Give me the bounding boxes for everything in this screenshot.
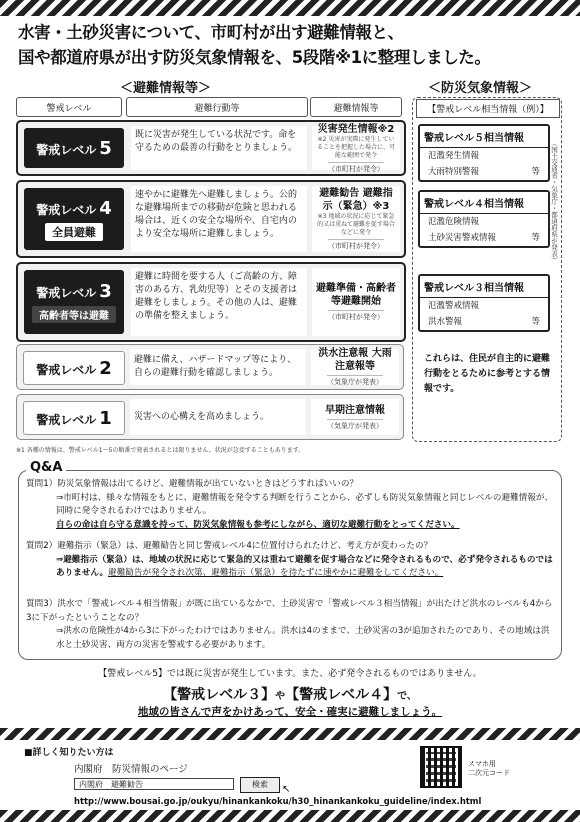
level-3-info-source: （市町村が発令）: [328, 310, 384, 322]
weather-level-4-etc: 等: [531, 233, 540, 243]
footer-stripe-border: [0, 728, 580, 740]
level-5-prefix: 警戒レベル: [36, 142, 97, 157]
level-1-info-source: （気象庁が発表）: [327, 419, 383, 431]
level-4-info-note: ※3 地域の状況に応じて緊急的又は重ねて避難を促す場合などに発令: [317, 213, 395, 236]
level-5-info-source: （市町村が発令）: [328, 162, 384, 174]
call-to-action-big: [0, 684, 580, 704]
level-2-info-title: 洪水注意報 大雨注意報等: [318, 348, 392, 372]
level-3-prefix: 警戒レベル: [36, 286, 97, 300]
level-3-number: 3: [99, 281, 112, 302]
level-2-prefix: 警戒レベル: [36, 362, 97, 377]
level-1-number: 1: [99, 407, 112, 429]
weather-panel-header: 【警戒レベル相当情報（例）】: [416, 99, 560, 118]
level-2-action: 避難に備え、ハザードマップ等により、自らの避難行動を確認しましょう。: [130, 349, 306, 385]
cta-end: で、: [397, 691, 417, 702]
level-3-action: 避難に時間を要する人（ご高齢の方、障害のある方、乳幼児等）とその支援者は避難をしましょう。その他の人は、避難の準備を整えましょう。: [131, 268, 307, 336]
level-4-number: 4: [99, 197, 112, 219]
page-headline: [18, 20, 568, 70]
footer-more-info-label: ■詳しく知りたい方は: [24, 748, 114, 758]
qa-answer-2-emphasis: 避難勧告が発令され次第、避難指示（緊急）を待たずに速やかに避難をしてください。: [108, 568, 444, 578]
level-4-info: [312, 186, 400, 252]
weather-level-4-box: [418, 190, 550, 248]
cta-level-3: 【警戒レベル３】: [163, 687, 276, 703]
weather-level-3-item-1: 氾濫警戒情報: [428, 301, 480, 311]
level-3-badge: [24, 270, 124, 334]
level-2-row: [16, 344, 404, 390]
qa-title: Q&A: [26, 460, 66, 475]
qa-item-2: [26, 540, 556, 581]
level-4-info-source: （市町村が発令）: [328, 239, 384, 251]
qa-answer-1: ⇒市町村は、様々な情報をもとに、避難情報を発令する判断を行うことから、必ずしも防災気象情報と同じレベルの避難情報が、同時に発令されるわけではありません。: [56, 492, 554, 516]
footer-search-button: 検索: [240, 777, 280, 793]
level-5-message: 【警戒レベル5】では既に災害が発生しています。また、必ず発令されるものではありません。: [98, 669, 482, 679]
weather-level-5-item-1: 氾濫発生情報: [428, 151, 480, 161]
level-5-row: [16, 120, 406, 176]
cursor-pointer-icon: ↖: [282, 784, 291, 795]
cta-connector: や: [275, 691, 286, 702]
level-1-prefix: 警戒レベル: [36, 412, 97, 427]
header-info: 避難情報等: [310, 97, 402, 117]
weather-level-3-title: 警戒レベル３相当情報: [420, 276, 548, 298]
level-1-action: 災害への心構えを高めましょう。: [130, 399, 306, 435]
level-4-sub-label: 全員避難: [45, 223, 103, 241]
level-2-info: [311, 349, 399, 385]
cta-level-4: 【警戒レベル４】: [285, 687, 398, 703]
level-3-row: [16, 262, 406, 342]
weather-level-3-box: [418, 274, 550, 332]
level-3-info: [312, 268, 400, 336]
level-3-sub-label: 高齢者等は避難: [32, 306, 116, 323]
qa-question-2: 質問2）避難指示（緊急）は、避難勧告と同じ警戒レベル4に位置付けられたけど、考え方が変わったの？: [26, 541, 433, 551]
qa-question-1: 質問1）防災気象情報は出てるけど、避難情報が出ていないときはどうすればいいの？: [26, 479, 359, 489]
level-1-badge: [23, 401, 125, 435]
weather-level-4-item-1: 氾濫危険情報: [428, 217, 480, 227]
qa-answer-2: ⇒避難指示（緊急）は、地域の状況に応じて緊急的又は重ねて避難を促す場合などに発令されるもので、必ず発令されるものではありません。: [56, 554, 553, 578]
qr-code-icon: [420, 746, 462, 788]
level-2-number: 2: [99, 357, 112, 379]
level-2-badge: [23, 351, 125, 385]
qa-question-3: 質問3）洪水で「警戒レベル４相当情報」が既に出ているなかで、土砂災害で「警戒レベル３相当情報」が出たけど洪水のレベルも4から3に下がったということなの？: [26, 599, 553, 623]
qa-answer-1-emphasis: 自らの命は自ら守る意識を持って、防災気象情報も参考にしながら、適切な避難行動をとってください。: [56, 519, 460, 530]
qr-label-line-1: スマホ用: [468, 760, 496, 768]
level-4-prefix: 警戒レベル: [36, 202, 97, 217]
weather-level-4-item-2: 土砂災害警戒情報: [428, 233, 497, 243]
level-1-info: [311, 399, 399, 435]
qr-label-line-2: 二次元コード: [468, 769, 510, 777]
footer-url: http://www.bousai.go.jp/oukyu/hinankankoku/h30_hinankankoku_guideline/index.html: [74, 796, 482, 806]
evac-section-title: ＜避難情報等＞: [120, 81, 212, 96]
qa-item-3: [26, 598, 556, 652]
level-5-action: 既に災害が発生している状況です。命を守るための最善の行動をとりましょう。: [131, 126, 307, 170]
weather-section-title: ＜防災気象情報＞: [428, 81, 533, 96]
level-4-info-title: 避難勧告 避難指示（緊急）※3: [319, 188, 393, 212]
weather-level-4-title: 警戒レベル４相当情報: [420, 192, 548, 214]
level-5-info-title: 災害発生情報※2: [317, 123, 395, 135]
level-5-badge: [24, 128, 124, 168]
qa-item-1: [26, 478, 556, 532]
weather-reference-note: これらは、住民が自主的に避難行動をとるために参考とする情報です。: [424, 354, 551, 394]
level-1-row: [16, 394, 404, 440]
bottom-stripe-border: [0, 810, 580, 822]
qa-answer-3: ⇒洪水の危険性が4から3に下がったわけではありません。洪水は4のままで、土砂災害の3が追加されたのであり、その地域は洪水と土砂災害、両方の災害を警戒する必要があります。: [56, 626, 550, 650]
header-level: 警戒レベル: [16, 97, 122, 117]
level-4-badge: [24, 188, 124, 250]
weather-level-3-item-2: 洪水警報: [428, 317, 463, 327]
qr-code-label: [468, 760, 510, 778]
level-4-row: [16, 180, 406, 258]
level-3-info-title: 避難準備・高齢者等避難開始: [316, 283, 396, 307]
headline-line-2: 国や都道府県が出す防災気象情報を、5段階※1に整理しました。: [18, 48, 491, 67]
top-stripe-border: [0, 0, 580, 16]
level-5-number: 5: [99, 137, 112, 159]
weather-level-3-etc: 等: [531, 317, 540, 327]
level-1-info-title: 早期注意情報: [325, 404, 385, 416]
level-4-action: 速やかに避難先へ避難しましょう。公的な避難場所までの移動が危険と思われる場合は、近くの安全な場所や、自宅内のより安全な場所に避難しましょう。: [131, 186, 307, 252]
level-2-info-source: （気象庁が発表）: [327, 375, 383, 387]
footer-search-field: 内閣府 避難勧告: [74, 778, 234, 790]
weather-level-5-etc: 等: [531, 167, 540, 177]
weather-level-5-item-2: 大雨特別警報: [428, 167, 480, 177]
call-to-action-line: 地域の皆さんで声をかけあって、安全・確実に避難しましょう。: [137, 706, 443, 718]
footnote: ※1 各種の情報は、警戒レベル1～5の順番で発表されるとは限りません。状況が急変することもあります。: [16, 447, 305, 454]
level-5-info: [312, 123, 400, 173]
footer-org-name: 内閣府 防災情報のページ: [74, 764, 188, 775]
weather-level-5-title: 警戒レベル５相当情報: [420, 126, 548, 148]
headline-line-1: 水害・土砂災害について、市町村が出す避難情報と、: [18, 23, 404, 42]
level-5-info-note: ※2 災害が実際に発生していることを把握した場合に、可能な範囲で発令: [316, 135, 395, 159]
header-action: 避難行動等: [126, 97, 308, 117]
weather-issuer-note: （国土交通省・気象庁・都道府県が発表）: [550, 140, 558, 264]
weather-level-5-box: [418, 124, 550, 182]
